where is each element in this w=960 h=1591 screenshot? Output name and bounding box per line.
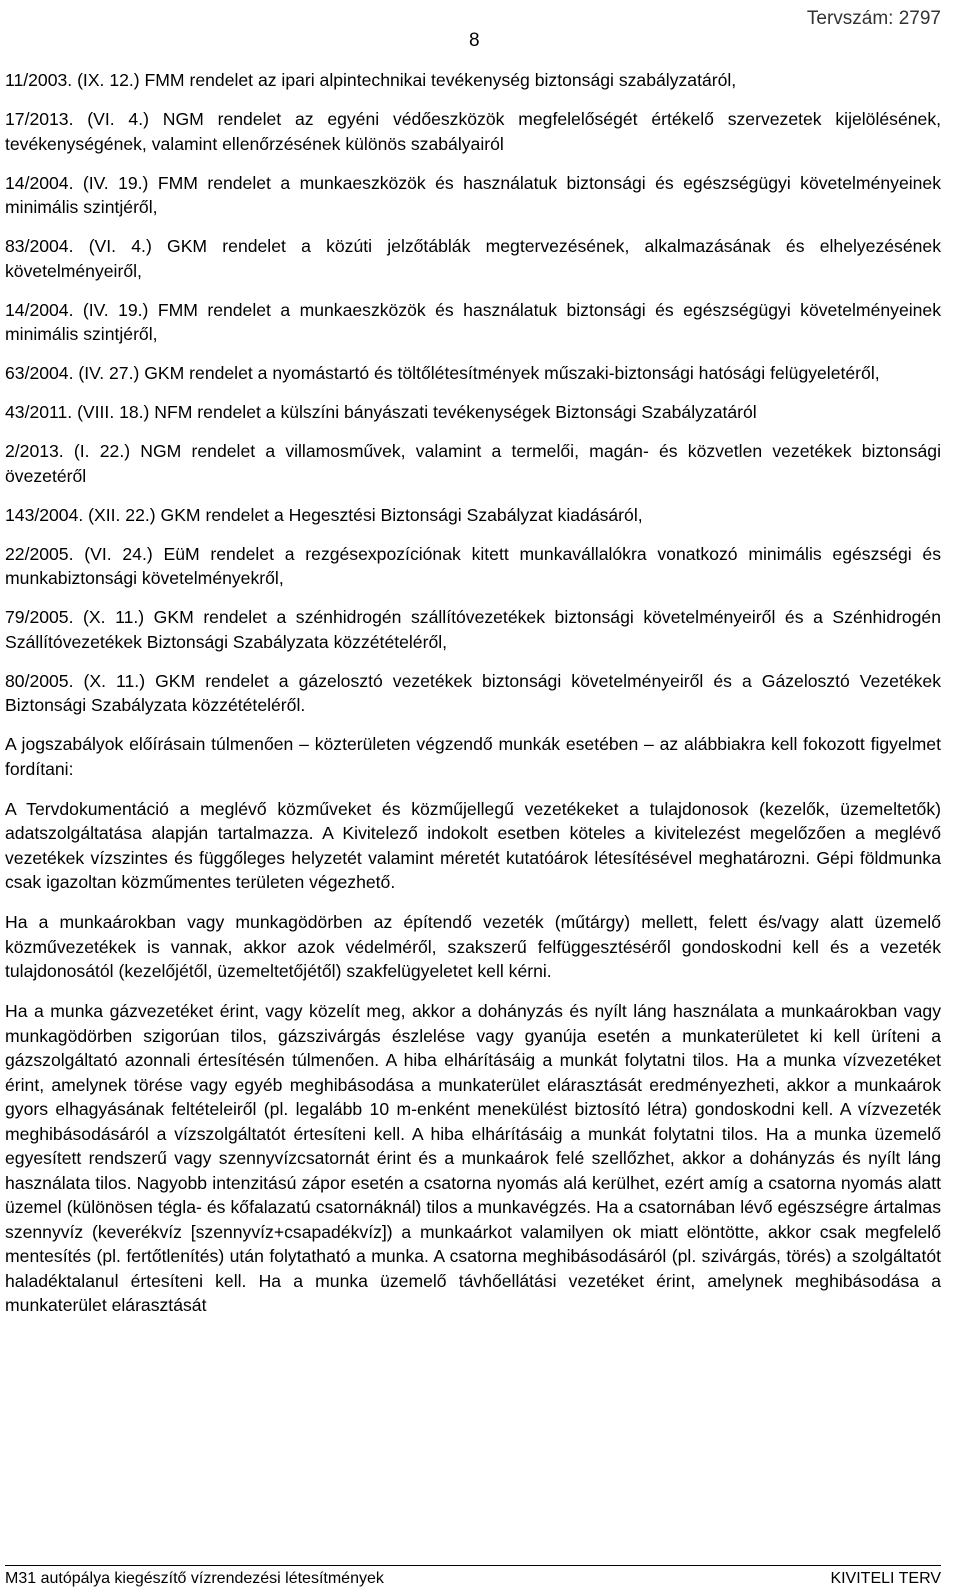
regulation-item: 63/2004. (IV. 27.) GKM rendelet a nyomástartó és töltőlétesítmények műszaki-biztonsági hatósági felügyeletéről, [5,363,880,383]
regulation-item: 79/2005. (X. 11.) GKM rendelet a szénhidrogén szállítóvezetékek biztonsági követelményeiről és a Szénhidrogén Szállítóvezetékek Biztonsági Szabályzata közzétételéről, [5,607,941,652]
regulation-item: 14/2004. (IV. 19.) FMM rendelet a munkaeszközök és használatuk biztonsági és egészségügyi követelményeinek minimális szintjéről, [5,172,941,217]
body-paragraph: A Tervdokumentáció a meglévő közműveket és közműjellegű vezetékeket a tulajdonosok (kezelők, üzemeltetők) adatszolgáltatása alapján tartalmazza. A Kivitelező indokolt esetben köteles a kivitelezést megelőzően a meglévő vezetékek vízszintes és függőleges helyzetét valamint méretét kutatóárok létesítésével meghatározni. Gépi földmunka csak igazoltan közműmentes területen végezhető. [5,798,941,892]
regulation-item: 17/2013. (VI. 4.) NGM rendelet az egyéni védőeszközök megfelelőségét értékelő szervezetek kijelölésének, tevékenységének, valamint ellenőrzésének különös szabályairól [5,109,941,154]
regulation-item: 22/2005. (VI. 24.) EüM rendelet a rezgésexpozíciónak kitett munkavállalókra vonatkozó minimális egészségi és munkabiztonsági követelményekről, [5,543,941,588]
regulation-item: 2/2013. (I. 22.) NGM rendelet a villamosművek, valamint a termelői, magán- és közvetlen vezetékek biztonsági övezetéről [5,441,941,486]
regulation-item: 83/2004. (VI. 4.) GKM rendelet a közúti jelzőtáblák megtervezésének, alkalmazásának és elhelyezésének követelményeiről, [5,236,941,281]
body-paragraph: Ha a munkaárokban vagy munkagödörben az építendő vezeték (műtárgy) mellett, felett és/vagy alatt üzemelő közművezetékek is vannak, akkor azok védelméről, szakszerű felfüggesztéséről gondoskodni kell és a vezeték tulajdonosától (kezelőjétől, üzemeltetőjétől) szakfelügyeletet kell kérni. [5,912,941,981]
regulation-item: 14/2004. (IV. 19.) FMM rendelet a munkaeszközök és használatuk biztonsági és egészségügyi követelményeinek minimális szintjéről, [5,299,941,344]
footer-project-title: M31 autópálya kiegészítő vízrendezési létesítmények [5,1570,384,1587]
body-paragraph: Ha a munka gázvezetéket érint, vagy közelít meg, akkor a dohányzás és nyílt láng használata a munkaárokban vagy munkagödörben szigorúan tilos, gázszivárgás észlelése vagy gyanúja esetén a munkaterületet ki kell üríteni a gázszolgáltató azonnali értesítésén túlmenően. A hiba elhárításáig a munkát folytatni tilos. Ha a munka vízvezetéket érint, amelynek törése vagy egyéb meghibásodása a munkaterület elárasztását eredményezheti, akkor a munkaárok gyors elhagyásának feltételeiről (pl. legalább 10 m-enként menekülést biztosító létra) gondoskodni kell. A vízvezeték meghibásodásáról a vízszolgáltatót értesíteni kell. A hiba elhárításáig a munkát folytatni tilos. Ha a munka üzemelő egyesített rendszerű vagy szennyvízcsatornát érint és a munkaárok felé szellőzhet, akkor a dohányzás és nyílt láng használata tilos. Nagyobb intenzitású zápor esetén a csatorna nyomás alá kerülhet, ezért amíg a csatorna nyomás alatt üzemel (különösen tégla- és kőfalazatú csatornáknál) tilos a munkavégzés. Ha a csatornában lévő egészségre ártalmas szennyvíz (keverékvíz [szennyvíz+csapadékvíz]) a munkaárkot valamilyen ok miatt elöntötte, akkor csak megfelelő mentesítés (pl. fertőtlenítés) után folytatható a munka. A csatorna meghibásodásáról (pl. szivárgás, törés) a szolgáltatót haladéktalanul értesíteni kell. Ha a munka üzemelő távhőellátási vezetéket érint, amelynek meghibásodása a munkaterület elárasztását [5,1001,941,1315]
footer-plan-type: KIVITELI TERV [830,1570,941,1587]
regulation-item: 11/2003. (IX. 12.) FMM rendelet az ipari alpintechnikai tevékenység biztonsági szabályzatáról, [5,70,737,90]
document-page [5,0,941,1591]
page-content [5,68,941,1333]
doc-number: Tervszám: 2797 [806,8,941,29]
page-number: 8 [469,30,480,51]
regulation-item: 80/2005. (X. 11.) GKM rendelet a gázelosztó vezetékek biztonsági követelményeiről és a Gázelosztó Vezetékek Biztonsági Szabályzata közzétételéről. [5,670,941,715]
regulation-item: 143/2004. (XII. 22.) GKM rendelet a Hegesztési Biztonsági Szabályzat kiadásáról, [5,504,643,525]
regulation-item: 43/2011. (VIII. 18.) NFM rendelet a külszíni bányászati tevékenységek Biztonsági Szabályzatáról [5,402,757,422]
footer-divider [5,1565,941,1566]
body-paragraph: A jogszabályok előírásain túlmenően – közterületen végzendő munkák esetében – az alábbiakra kell fokozott figyelmet fordítani: [5,734,941,779]
